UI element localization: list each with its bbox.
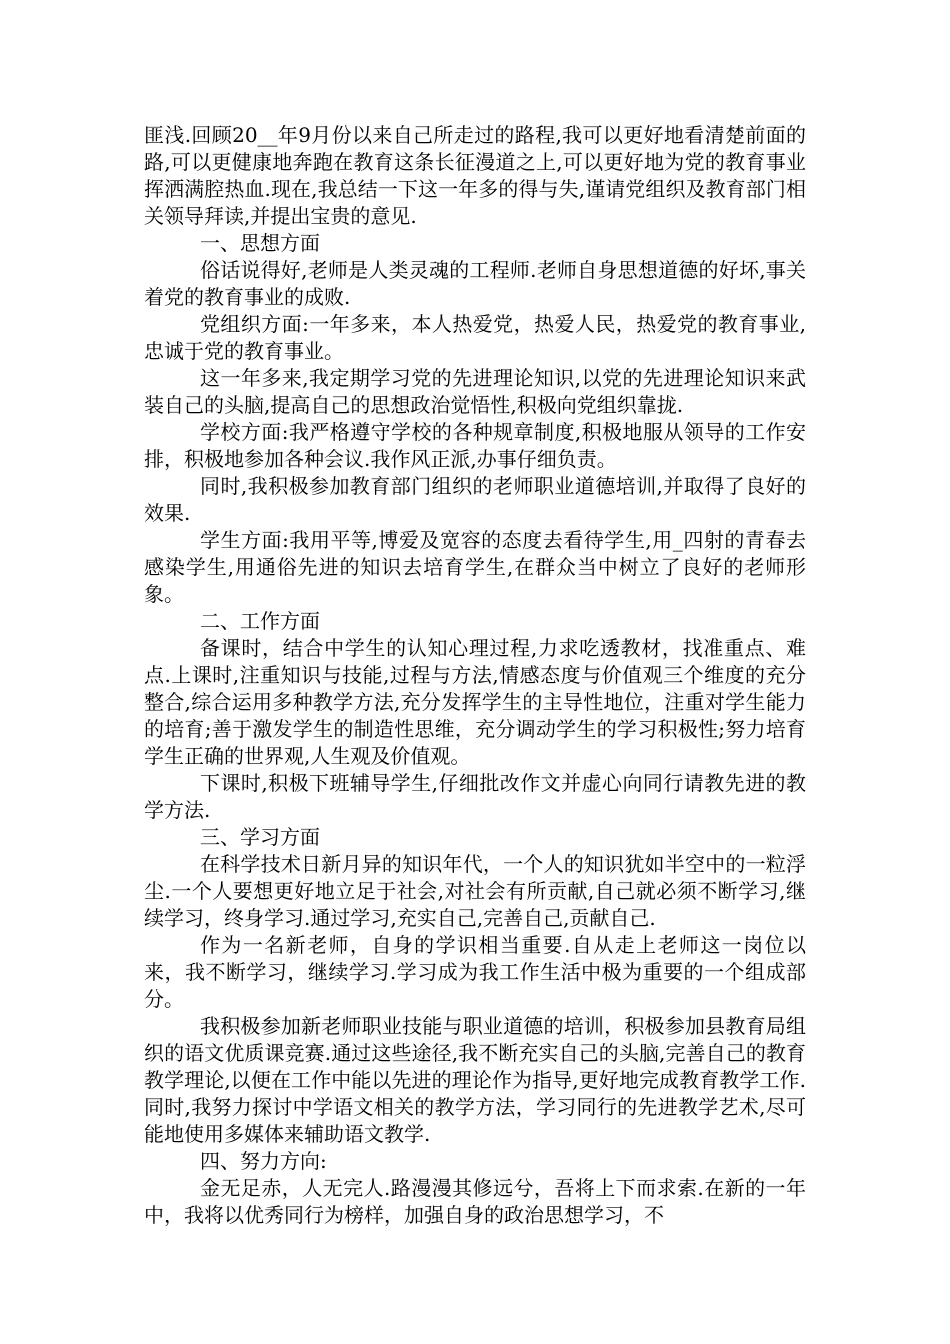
paragraph-school-aspect: 学校方面:我严格遵守学校的各种规章制度,积极地服从领导的工作安排，积极地参加各种会议.我作风正派,办事仔细负责。 bbox=[144, 420, 806, 471]
paragraph-saying: 俗话说得好,老师是人类灵魂的工程师.老师自身思想道德的好坏,事关着党的教育事业的成败. bbox=[144, 258, 806, 309]
paragraph-new-teacher: 作为一名新老师，自身的学识相当重要.自从走上老师这一岗位以来，我不断学习，继续学习.学习成为我工作生活中极为重要的一个组成部分。 bbox=[144, 933, 806, 1011]
paragraph-no-one-perfect: 金无足赤，人无完人.路漫漫其修远兮，吾将上下而求索.在新的一年中，我将以优秀同行为榜样，加强自身的政治思想学习，不 bbox=[144, 1176, 806, 1227]
paragraph-after-class: 下课时,积极下班辅导学生,仔细批改作文并虚心向同行请教先进的教学方法. bbox=[144, 771, 806, 822]
paragraph-lesson-prep: 备课时，结合中学生的认知心理过程,力求吃透教材，找准重点、难点.上课时,注重知识与技能,过程与方法,情感态度与价值观三个维度的充分整合,综合运用多种教学方法,充分发挥学生的主导性地位，注重对学生能力的培育;善于激发学生的制造性思维，充分调动学生的学习积极性;努力培育学生正确的世界观,人生观及价值观。 bbox=[144, 636, 806, 768]
paragraph-ethics-training: 同时,我积极参加教育部门组织的老师职业道德培训,并取得了良好的效果. bbox=[144, 474, 806, 525]
paragraph-training-competition: 我积极参加新老师职业技能与职业道德的培训，积极参加县教育局组织的语文优质课竞赛.通过这些途径,我不断充实自己的头脑,完善自己的教育教学理论,以便在工作中能以先进的理论作为指导,更好地完成教育教学工作.同时,我努力探讨中学语文相关的教学方法，学习同行的先进教学艺术,尽可能地使用多媒体来辅助语文教学. bbox=[144, 1014, 806, 1146]
document-page bbox=[144, 122, 806, 1229]
section-heading-direction: 四、努力方向: bbox=[200, 1149, 327, 1173]
paragraph-party-organization: 党组织方面:一年多来，本人热爱党，热爱人民，热爱党的教育事业,忠诚于党的教育事业。 bbox=[144, 312, 806, 363]
paragraph-student-aspect: 学生方面:我用平等,博爱及宽容的态度去看待学生,用_四射的青春去感染学生,用通俗先进的知识去培育学生,在群众当中树立了良好的老师形象。 bbox=[144, 528, 806, 606]
section-heading-thought: 一、思想方面 bbox=[200, 231, 320, 255]
paragraph-knowledge-era: 在科学技术日新月异的知识年代，一个人的知识犹如半空中的一粒浮尘.一个人要想更好地立足于社会,对社会有所贡献,自己就必须不断学习,继续学习，终身学习.通过学习,充实自己,完善自己,贡献自己. bbox=[144, 852, 806, 930]
paragraph-theory-study: 这一年多来,我定期学习党的先进理论知识,以党的先进理论知识来武装自己的头脑,提高自己的思想政治觉悟性,积极向党组织靠拢. bbox=[144, 366, 806, 417]
paragraph-intro-continuation: 匪浅.回顾20__年9月份以来自己所走过的路程,我可以更好地看清楚前面的路,可以更健康地奔跑在教育这条长征漫道之上,可以更好地为党的教育事业挥洒满腔热血.现在,我总结一下这一年多的得与失,谨请党组织及教育部门相关领导拜读,并提出宝贵的意见. bbox=[144, 123, 806, 228]
section-heading-study: 三、学习方面 bbox=[200, 825, 320, 849]
section-heading-work: 二、工作方面 bbox=[200, 609, 320, 633]
